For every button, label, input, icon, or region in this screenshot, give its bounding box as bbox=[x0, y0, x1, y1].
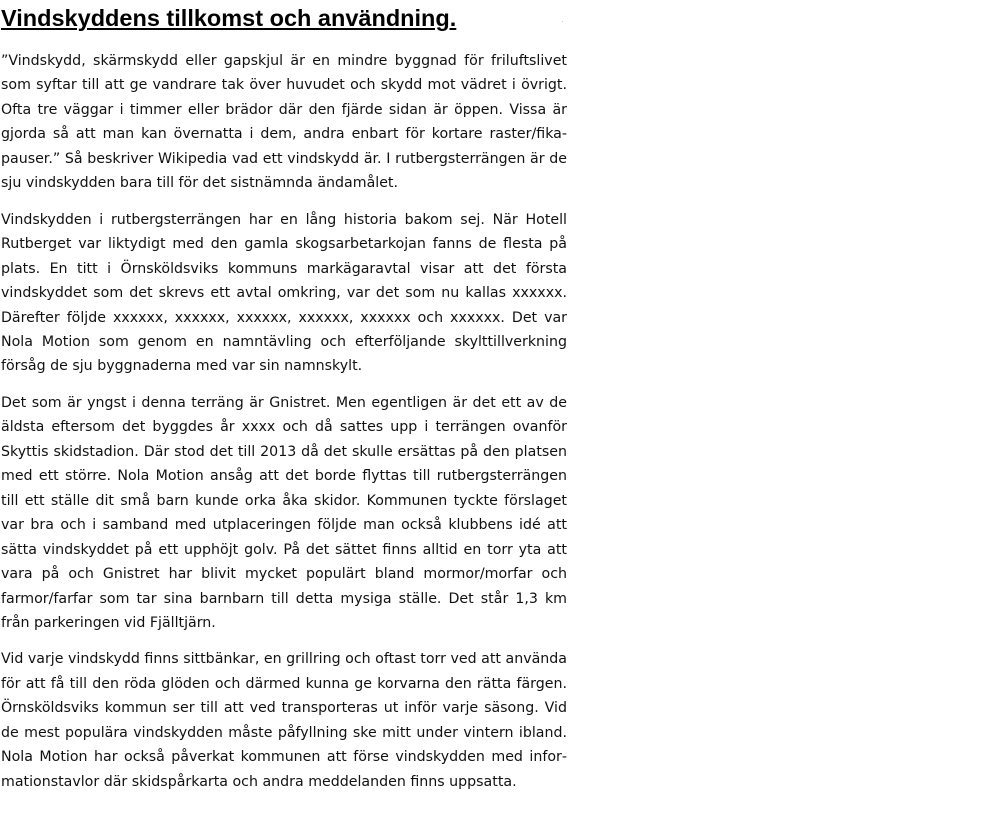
paragraph-definition: ”Vindskydd, skärmskydd eller gapskjul är en mindre byggnad för friluftslivet som syftar till att ge vandrare tak över huvudet och skydd mot vädret i övrigt. Ofta tre väggar i timmer eller brädor där den fjärde sidan är öppen. Vissa är gjorda så att man kan övernatta i dem, andra enbart för kortare raster/fikapauser.” Så beskriver Wikipedia vad ett vindskydd är. I rutbergsterrängen är de sju vindskydden bara till för det sistnämnda ändamålet. bbox=[1, 53, 567, 192]
document-body bbox=[1, 49, 567, 806]
paragraph-gnistret: Det som är yngst i denna terräng är Gnistret. Men egentligen är det ett av de äldsta eftersom det byggdes år xxxx och då sattes upp i terrängen ovanför Skyttis skidstadion. Där stod det till 2013 då det skulle ersättas på den platsen med ett större. Nola Motion ansåg att det borde flyttas till rutbergsterrängen till ett ställe dit små barn kunde orka åka skidor. Kommunen tyckte förslaget var bra och i samband med utplaceringen följde man också klubbens idé att sätta vindskyddet på ett upphöjt golv. På det sättet finns alltid en torr yta att vara på och Gnistret har blivit mycket populärt bland mormor/morfar och farmor/farfar som tar sina barnbarn till detta mysiga ställe. Det står 1,3 km från parkeringen vid Fjälltjärn. bbox=[1, 394, 567, 631]
stray-dot-mark bbox=[562, 21, 563, 22]
document-title: Vindskyddens tillkomst och användning. bbox=[1, 5, 457, 31]
paragraph-equipment: Vid varje vindskydd finns sittbänkar, en grillring och oftast torr ved att använda för att få till den röda glöden och därmed kunna ge korvarna den rätta färgen. Örnsköldsviks kommun ser till att ved transporteras ut inför varje säsong. Vid de mest populära vindskydden måste påfyllning ske mitt under vintern ibland. Nola Motion har också påverkat kommunen att förse vindskydden med informationstavlor där skidspårkarta och andra meddelanden finns uppsatta. bbox=[1, 651, 567, 790]
paragraph-history: Vindskydden i rutbergsterrängen har en lång historia bakom sej. När Hotell Rutberget var liktydigt med den gamla skogsarbetarkojan fanns de flesta på plats. En titt i Örnsköldsviks kommuns markägaravtal visar att det första vindskyddet som det skrevs ett avtal omkring, var det som nu kallas xxxxxx. Därefter följde xxxxxx, xxxxxx, xxxxxx, xxxxxx, xxxxxx och xxxxxx. Det var Nola Motion som genom en namntävling och efterföljande skylttillverkning försåg de sju byggnaderna med var sin namnskylt. bbox=[1, 211, 567, 375]
